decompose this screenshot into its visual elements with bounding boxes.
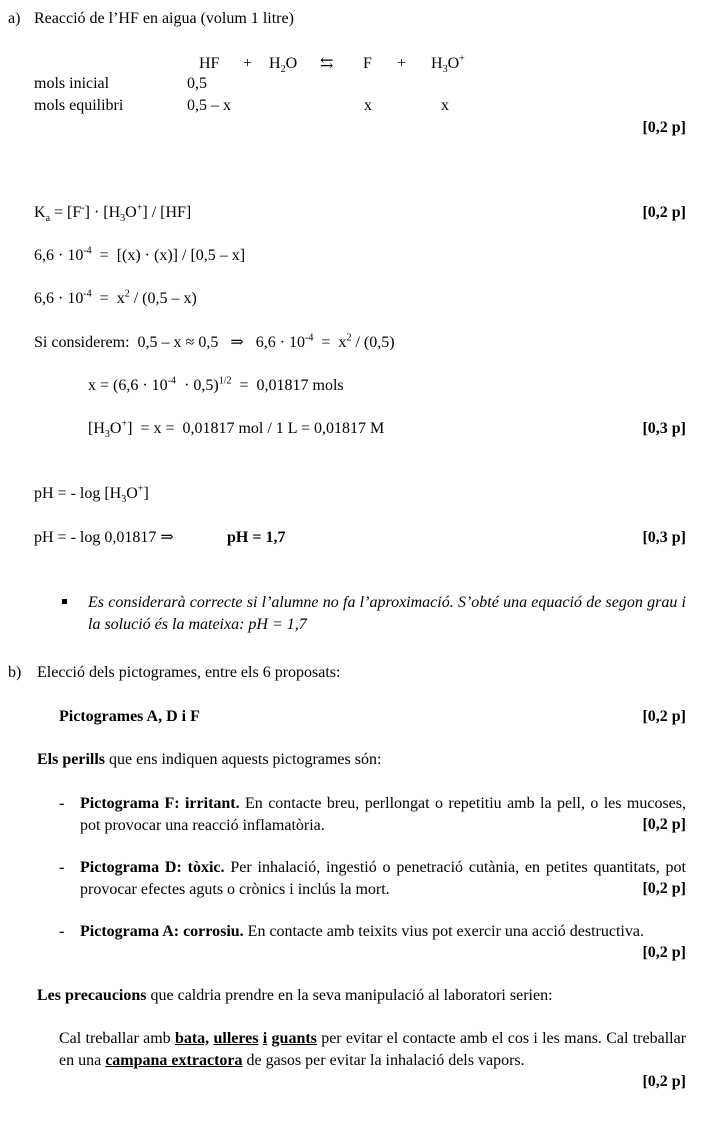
eq-h3o: $H_3O^+$ [431,53,465,76]
approximation-line: Si considerem: 0,5 – x ≈ 0,5 ⇒ $6,6 \cdot 10^{-4} = x^2 / (0,5)$ [34,332,395,351]
eq-arrow: ⇆ [320,55,334,72]
item-f-points: [0,2 p] [642,816,686,833]
item-f-dash: - [59,795,65,812]
row-equilibrium-h3o: x [441,97,449,114]
ph-calculation-line: pH = - log 0,01817 ⇒ [34,529,174,546]
row-equilibrium-label: mols equilibri [34,97,124,114]
equation-line-4: $6,6 \cdot 10^{-4} = x^2 / (0,5 - x)$ [34,288,197,307]
row-equilibrium-hf: 0,5 – x [187,97,231,114]
row-equilibrium-f: x [364,97,372,114]
part-b-title: Elecció dels pictogrames, entre els 6 proposats: [37,664,341,681]
ph-definition-line: pH = - $\log [H_3O^+]$ [34,483,149,506]
item-d-points: [0,2 p] [642,880,686,897]
precautions-points: [0,2 p] [642,1073,686,1090]
h3o-concentration-line: $[H_3O^+] = x = 0,01817$ mol / 1 L = 0,01817 M [88,418,385,441]
item-d-text: Pictograma D: tòxic. Per inhalació, ingestió o penetració cutània, en petites quantitats, pot provocar efectes aguts o crònics i inclús la mort. [80,859,686,898]
row-initial-label: mols inicial [34,75,110,92]
points-1: [0,2 p] [642,119,686,136]
points-b1: [0,2 p] [642,708,686,725]
eq-h2o: $H_2O$ [269,55,298,76]
pictograms-line: Pictogrames A, D i F [59,708,200,725]
ka-expression: $K_a = [F^-] \cdot [H_3O^+] / [HF]$ [34,202,192,225]
item-a-dash: - [59,923,65,940]
row-initial-value: 0,5 [187,75,207,92]
part-a-label: a) [8,10,21,27]
points-2: [0,2 p] [642,204,686,221]
eq-f: F [363,55,372,72]
x-solution-line: $x = (6,6 \cdot 10^{-4} \cdot 0,5)^{1/2} = 0,01817$ mols [88,375,344,394]
precautions-text: Cal treballar amb bata, ulleres i guants per evitar el contacte amb el cos i les mans. Cal treballar en una campana extractora de gasos per evitar la inhalació dels vapors. [59,1030,687,1069]
part-a-title: Reacció de l’HF en aigua (volum 1 litre) [34,10,294,27]
eq-plus-1: + [243,55,253,72]
eq-hf: HF [199,55,220,72]
precautions-intro: Les precaucions que caldria prendre en la seva manipulació al laboratori serien: [37,987,553,1004]
part-b-label: b) [8,664,22,681]
item-a-text: Pictograma A: corrosiu. En contacte amb teixits vius pot exercir una acció destructiva. [80,923,644,940]
points-4: [0,3 p] [642,529,686,546]
item-d-dash: - [59,859,65,876]
item-f-text: Pictograma F: irritant. En contacte breu, perllongat o repetitiu amb la pell, o les mucoses, pot provocar una reacció inflamatòria. [80,795,687,834]
note-bullet [62,599,67,604]
points-3: [0,3 p] [642,420,686,437]
approximation-note: Es considerarà correcte si l’alumne no fa l’aproximació. S’obté una equació de segon grau i la solució és la mateixa: pH = 1,7 [88,594,686,633]
item-a-points: [0,2 p] [642,944,686,961]
hazards-intro: Els perills que ens indiquen aquests pictogrames són: [37,751,382,768]
ph-result: pH = 1,7 [227,529,286,546]
equation-line-3: $6,6 \cdot 10^{-4} = [(x) \cdot (x)] / [0,5 - x]$ [34,245,246,264]
eq-plus-2: + [397,55,407,72]
